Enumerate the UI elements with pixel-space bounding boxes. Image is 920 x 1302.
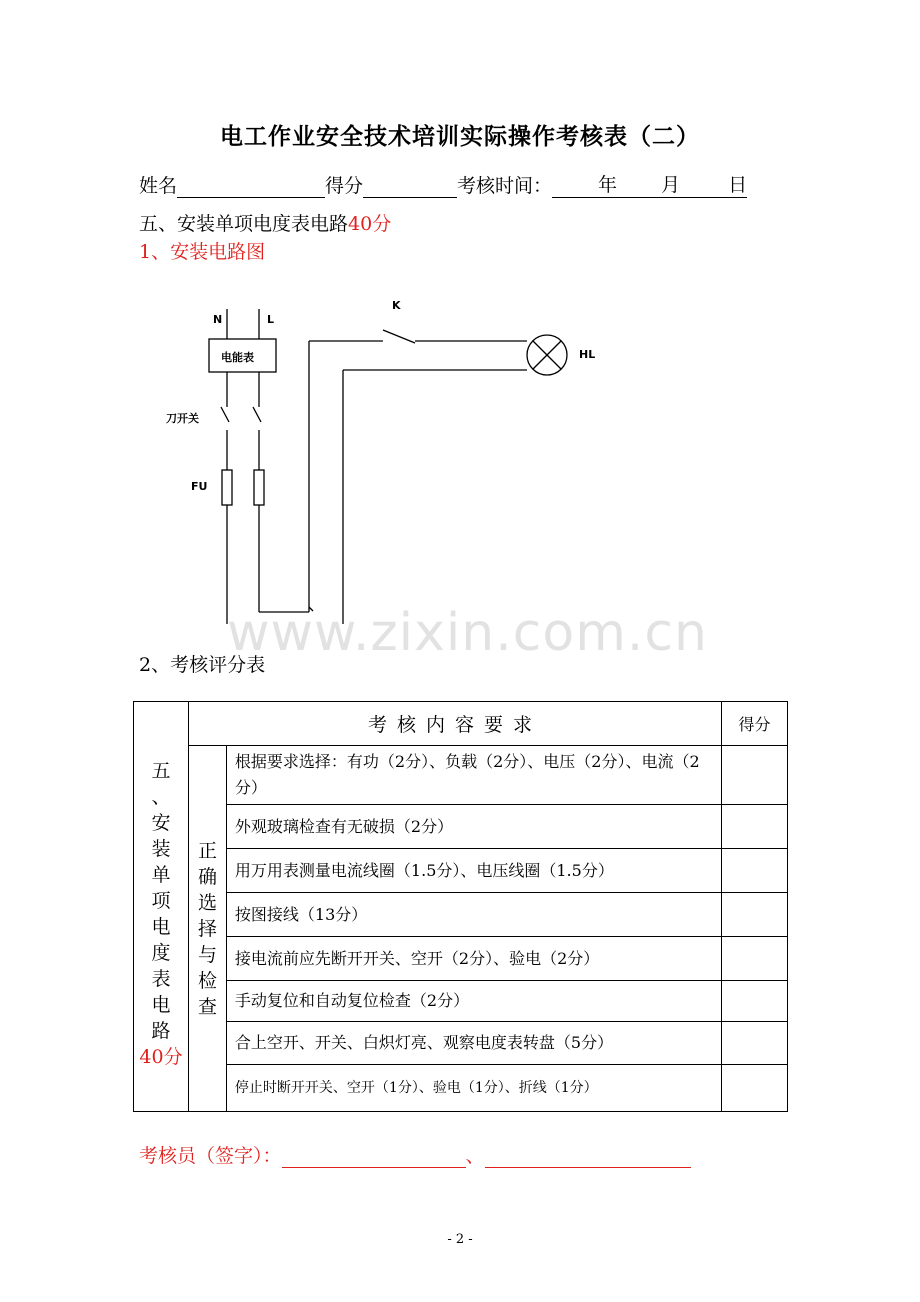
subsection-2: 2、考核评分表	[139, 654, 266, 676]
table-row	[134, 849, 788, 893]
label-k: K	[392, 299, 401, 312]
category-char: 路	[151, 1019, 171, 1042]
category-char: 项	[151, 889, 171, 912]
name-field[interactable]	[177, 173, 325, 198]
examiner-line	[139, 1141, 691, 1168]
category-char: 电	[151, 915, 171, 938]
date-field[interactable]	[552, 170, 747, 198]
category-char: 、	[151, 785, 171, 808]
subcategory-char: 确	[197, 865, 217, 888]
score-cell[interactable]	[722, 937, 788, 981]
content-header: 考核内容要求	[188, 702, 721, 746]
fuse-n	[222, 470, 232, 505]
score-cell[interactable]	[722, 746, 788, 805]
table-row	[134, 1065, 788, 1112]
subcategory-char: 选	[197, 891, 217, 914]
day-label: 日	[728, 174, 748, 196]
info-line	[139, 170, 747, 198]
label-n: N	[213, 313, 223, 326]
section-title: 五、安装单项电度表电路	[139, 213, 349, 235]
table-row	[134, 746, 788, 805]
time-label: 考核时间：	[457, 175, 553, 197]
subcategory-char: 查	[197, 995, 217, 1018]
score-header: 得分	[722, 702, 788, 746]
category-char: 电	[151, 993, 171, 1016]
requirement-item: 停止时断开开关、空开（1分）、验电（1分）、折线（1分）	[226, 1065, 721, 1112]
label-hl: HL	[579, 348, 596, 361]
requirement-item: 按图接线（13分）	[226, 893, 721, 937]
table-row	[134, 1022, 788, 1065]
score-cell[interactable]	[722, 849, 788, 893]
score-field[interactable]	[363, 173, 457, 198]
score-cell[interactable]	[722, 893, 788, 937]
fuse-l	[254, 470, 264, 505]
month-label: 月	[661, 174, 681, 196]
requirement-item: 根据要求选择：有功（2分）、负载（2分）、电压（2分）、电流（2分）	[226, 746, 721, 805]
category-char: 表	[151, 967, 171, 990]
table-row	[134, 805, 788, 849]
table-row	[134, 981, 788, 1022]
score-cell[interactable]	[722, 1022, 788, 1065]
requirement-item: 外观玻璃检查有无破损（2分）	[226, 805, 721, 849]
category-char: 五	[151, 759, 171, 782]
subcategory-cell	[188, 746, 226, 1112]
page-title: 电工作业安全技术培训实际操作考核表（二）	[220, 124, 700, 150]
label-meter: 电能表	[221, 351, 254, 364]
examiner-signature-1[interactable]	[282, 1143, 466, 1168]
subcategory-char: 与	[197, 943, 217, 966]
table-row	[134, 893, 788, 937]
requirement-item: 合上空开、开关、白炽灯亮、观察电度表转盘（5分）	[226, 1022, 721, 1065]
label-l: L	[267, 313, 275, 326]
section-points: 40分	[348, 213, 392, 235]
circuit-diagram	[160, 295, 620, 625]
requirement-item: 手动复位和自动复位检查（2分）	[226, 981, 721, 1022]
name-label: 姓名	[139, 175, 178, 197]
category-char: 单	[151, 863, 171, 886]
subcategory-char: 择	[197, 917, 217, 940]
subsection-1: 1、安装电路图	[139, 241, 266, 263]
table-row	[134, 937, 788, 981]
score-cell[interactable]	[722, 1065, 788, 1112]
score-table	[133, 701, 788, 1112]
label-fu: FU	[191, 480, 208, 493]
subcategory-char: 正	[197, 839, 217, 862]
year-label: 年	[598, 174, 618, 196]
requirement-item: 用万用表测量电流线圈（1.5分）、电压线圈（1.5分）	[226, 849, 721, 893]
category-cell	[134, 702, 189, 1112]
requirement-item: 接电流前应先断开开关、空开（2分）、验电（2分）	[226, 937, 721, 981]
table-header-row	[134, 702, 788, 746]
page-number: - 2 -	[447, 1232, 473, 1247]
category-char: 度	[151, 941, 171, 964]
label-switch: 刀开关	[166, 412, 199, 425]
category-char: 安	[151, 811, 171, 834]
examiner-signature-2[interactable]	[485, 1143, 691, 1168]
section-heading	[139, 209, 391, 236]
subcategory-char: 检	[197, 969, 217, 992]
score-cell[interactable]	[722, 981, 788, 1022]
score-label: 得分	[325, 175, 364, 197]
examiner-label: 考核员（签字）：	[139, 1145, 282, 1167]
watermark: www.zixin.com.cn	[227, 603, 708, 663]
score-cell[interactable]	[722, 805, 788, 849]
category-char: 装	[151, 837, 171, 860]
category-points: 40分	[139, 1045, 183, 1068]
examiner-separator: 、	[465, 1145, 485, 1167]
